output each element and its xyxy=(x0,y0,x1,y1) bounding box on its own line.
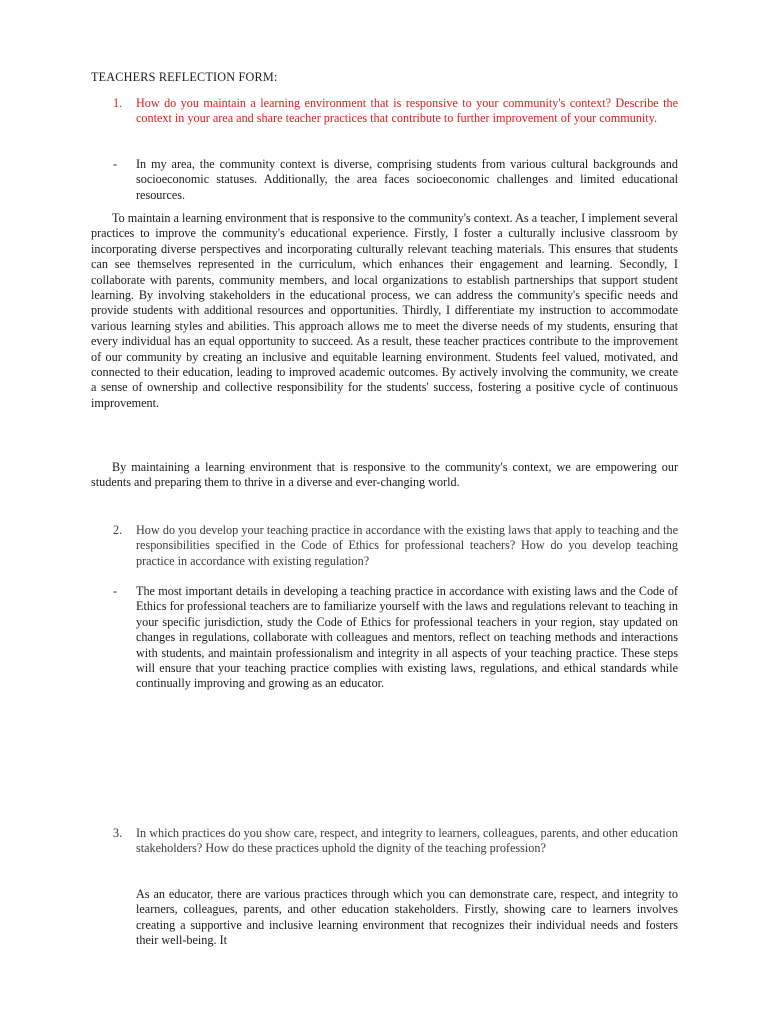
question-2-number: 2. xyxy=(113,523,123,537)
question-2-text: How do you develop your teaching practice in accordance with the existing laws that apply to teaching and the responsibilities specified in the Code of Ethics for professional teachers? How do you develop teaching practice in accordance with existing regulation? xyxy=(136,523,678,568)
question-2 xyxy=(113,523,678,569)
question-1-number: 1. xyxy=(113,96,123,110)
answer-2-bullet-text: The most important details in developing a teaching practice in accordance with existing laws and the Code of Ethics for professional teachers are to familiarize yourself with the laws and regulations relevant to teaching in your specific jurisdiction, study the Code of Ethics for professional teachers in your region, stay updated on changes in regulations, collaborate with colleagues and mentors, reflect on teaching methods and interactions with students, and maintain professionalism and integrity in all aspects of your teaching practice. These steps will ensure that your teaching practice complies with existing laws, regulations, and ethical standards while continually improving and growing as an educator. xyxy=(136,584,678,691)
question-3-number: 3. xyxy=(113,826,123,840)
answer-1-paragraph-2: By maintaining a learning environment that is responsive to the community's context, we are empowering our students and preparing them to thrive in a diverse and ever-changing world. xyxy=(91,460,678,490)
answer-1-bullet xyxy=(113,157,678,203)
answer-1-bullet-text: In my area, the community context is diverse, comprising students from various cultural backgrounds and socioeconomic statuses. Additionally, the area faces socioeconomic challenges and limited educational resources. xyxy=(136,157,678,202)
answer-1-paragraph-1: To maintain a learning environment that is responsive to the community's context. As a teacher, I implement several practices to improve the community's educational experience. Firstly, I foster a culturally inclusive classroom by incorporating diverse perspectives and incorporating culturally relevant teaching materials. This ensures that students can see themselves represented in the curriculum, which enhances their engagement and learning. Secondly, I collaborate with parents, community members, and local organizations to establish partnerships that support student learning. By involving stakeholders in the educational process, we can address the community's specific needs and provide students with additional resources and opportunities. Thirdly, I differentiate my instruction to accommodate various learning styles and abilities. This approach allows me to meet the diverse needs of my students, ensuring that every individual has an equal opportunity to succeed. As a result, these teacher practices contribute to the improvement of our community by creating an inclusive and equitable learning environment. Students feel valued, motivated, and connected to their education, leading to improved academic outcomes. By actively involving the community, we create a sense of ownership and collective responsibility for the students' success, fostering a positive cycle of continuous improvement. xyxy=(91,211,678,410)
question-3-text: In which practices do you show care, respect, and integrity to learners, colleagues, parents, and other education stakeholders? How do these practices uphold the dignity of the teaching profession? xyxy=(136,826,678,856)
question-1-text: How do you maintain a learning environment that is responsive to your community's context? Describe the context in your area and share teacher practices that contribute to further improvement of your community. xyxy=(136,96,678,126)
question-3 xyxy=(113,826,678,857)
question-1 xyxy=(113,96,678,127)
form-title: TEACHERS REFLECTION FORM: xyxy=(91,70,278,84)
bullet-dash: - xyxy=(113,584,118,598)
bullet-dash: - xyxy=(113,157,118,171)
answer-3-paragraph: As an educator, there are various practices through which you can demonstrate care, respect, and integrity to learners, colleagues, parents, and other education stakeholders. Firstly, showing care to learners involves creating a supportive and inclusive learning environment that recognizes their individual needs and fosters their well-being. It xyxy=(136,887,678,948)
answer-2-bullet xyxy=(113,584,678,692)
